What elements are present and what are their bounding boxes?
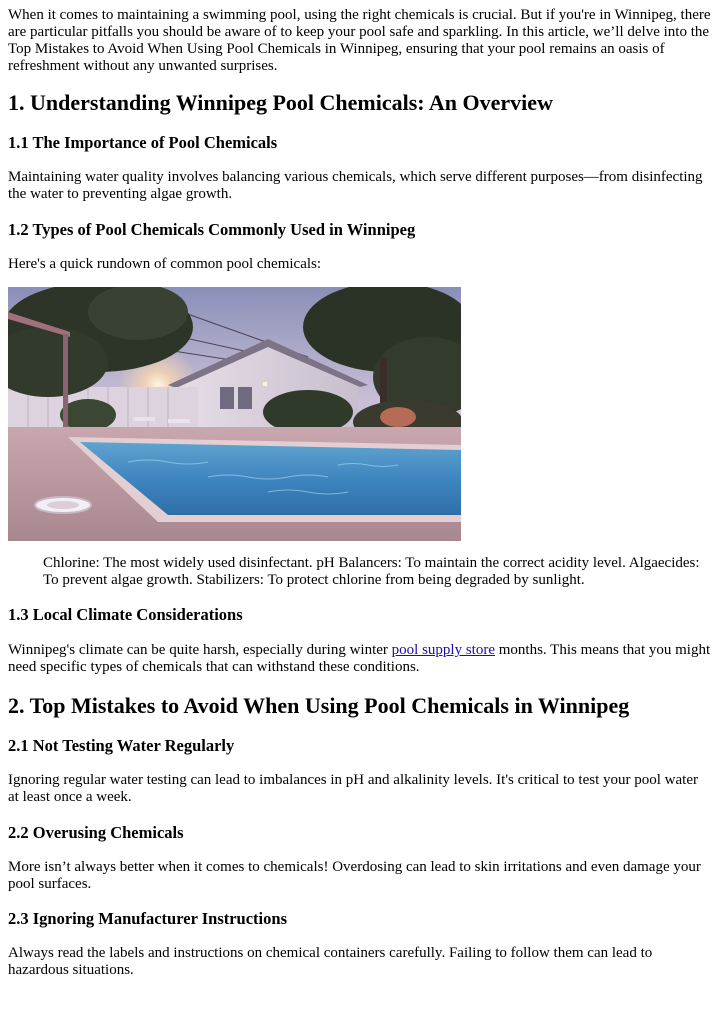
subsection-1-3-text	[8, 642, 712, 676]
subsection-2-2-text: More isn’t always better when it comes to chemicals! Overdosing can lead to skin irritations and even damage your pool surfaces.	[8, 859, 701, 892]
subsection-2-2-heading: 2.2 Overusing Chemicals	[8, 823, 184, 842]
climate-text-after: months. This means that you might need specific types of chemicals that can withstand these conditions.	[8, 642, 711, 675]
subsection-2-3-heading: 2.3 Ignoring Manufacturer Instructions	[8, 909, 287, 928]
subsection-2-3-text: Always read the labels and instructions on chemical containers carefully. Failing to follow them can lead to hazardous situations.	[8, 945, 653, 978]
subsection-1-1-heading: 1.1 The Importance of Pool Chemicals	[8, 133, 278, 152]
chemical-list-text: Chlorine: The most widely used disinfectant. pH Balancers: To maintain the correct acidity level. Algaecides: To prevent algae growth. Stabilizers: To protect chlorine from being degraded by sunlight.	[43, 555, 700, 588]
section-2-heading: 2. Top Mistakes to Avoid When Using Pool Chemicals in Winnipeg	[8, 693, 630, 718]
intro-paragraph: When it comes to maintaining a swimming pool, using the right chemicals is crucial. But if you're in Winnipeg, there are particular pitfalls you should be aware of to keep your pool safe and sparkling. In this article, we’ll delve into the Top Mistakes to Avoid When Using Pool Chemicals in Winnipeg, ensuring that your pool remains an oasis of refreshment without any unwanted surprises.	[8, 7, 711, 74]
subsection-1-2-heading: 1.2 Types of Pool Chemicals Commonly Used in Winnipeg	[8, 220, 416, 239]
climate-text-before: Winnipeg's climate can be quite harsh, especially during winter	[8, 642, 392, 658]
subsection-1-1-text: Maintaining water quality involves balancing various chemicals, which serve different purposes—from disinfecting the water to preventing algae growth.	[8, 169, 703, 202]
subsection-1-2-text: Here's a quick rundown of common pool chemicals:	[8, 256, 322, 272]
pool-supply-store-link[interactable]: pool supply store	[391, 642, 495, 658]
subsection-2-1-heading: 2.1 Not Testing Water Regularly	[8, 736, 235, 755]
subsection-1-3-heading: 1.3 Local Climate Considerations	[8, 605, 243, 624]
section-1-heading: 1. Understanding Winnipeg Pool Chemicals: An Overview	[8, 90, 553, 115]
pool-photo	[8, 287, 461, 541]
subsection-2-1-text: Ignoring regular water testing can lead to imbalances in pH and alkalinity levels. It's critical to test your pool water at least once a week.	[8, 772, 698, 805]
